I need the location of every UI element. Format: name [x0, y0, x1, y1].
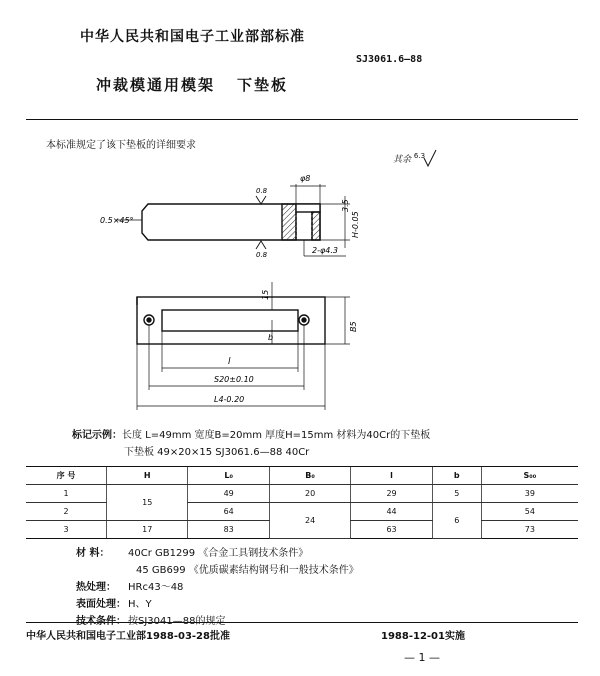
- material-value-2: 45 GB699 《优质碳素结构钢号和一般技术条件》: [136, 565, 359, 576]
- cell-l-small: 44: [351, 503, 432, 521]
- dim-l-label: L4-0.20: [214, 395, 245, 404]
- rough-top-label: 0.8: [256, 187, 268, 195]
- roughness-value: 6.3: [413, 152, 426, 160]
- th-s: S₀₀: [481, 467, 578, 485]
- th-no: 序 号: [26, 467, 107, 485]
- rough-bottom-label: 0.8: [256, 251, 268, 259]
- example-text-2: 下垫板 49×20×15 SJ3061.6—88 40Cr: [124, 447, 310, 458]
- cell-s: 39: [481, 485, 578, 503]
- dim-35-label: 3.5: [341, 199, 350, 212]
- th-b-small: b: [432, 467, 481, 485]
- cell-no: 2: [26, 503, 107, 521]
- note-material-1: [76, 545, 359, 562]
- th-h: H: [107, 467, 188, 485]
- intro-text: 本标准规定了该下垫板的详细要求: [46, 140, 196, 151]
- cell-h: 17: [107, 521, 188, 539]
- tech-label: 技术条件：: [76, 616, 126, 627]
- roughness-symbol-icon: [424, 150, 436, 166]
- surface-value: H、Y: [128, 599, 152, 610]
- table-row: [26, 485, 578, 503]
- hole-label: 2-φ4.3: [312, 246, 338, 255]
- page-number: — 1 —: [404, 651, 440, 664]
- approval-text: 中华人民共和国电子工业部1988-03-28批准: [26, 631, 230, 642]
- cell-l: 83: [188, 521, 269, 539]
- tech-value: 按SJ3041—88的规定: [128, 616, 226, 627]
- cell-b-small: 5: [432, 485, 481, 503]
- cell-s: 73: [481, 521, 578, 539]
- cell-l: 64: [188, 503, 269, 521]
- cell-b-small: 6: [432, 503, 481, 539]
- cell-b: 20: [269, 485, 350, 503]
- issuing-org: 中华人民共和国电子工业部部标准: [80, 29, 305, 45]
- dim-s-label: S20±0.10: [214, 375, 254, 384]
- dim-b-label: B5: [349, 321, 358, 332]
- heat-value: HRc43～48: [128, 582, 184, 593]
- note-heat: [76, 579, 359, 596]
- note-surface: [76, 596, 359, 613]
- dim-15-label: 15: [261, 289, 270, 300]
- title-main: 冲裁模通用模架: [96, 76, 216, 94]
- dim-b-small-label: b: [268, 333, 274, 342]
- cell-l-small: 63: [351, 521, 432, 539]
- surface-label: 表面处理：: [76, 599, 126, 610]
- standard-code: SJ3061.6—88: [356, 54, 423, 65]
- material-label: 材 料：: [76, 548, 110, 559]
- title-sub: 下垫板: [237, 76, 289, 94]
- dim-h-label: H-0.05: [351, 211, 360, 238]
- cell-l: 49: [188, 485, 269, 503]
- th-l: L₀: [188, 467, 269, 485]
- example-label: 标记示例: [72, 430, 112, 441]
- th-b: B₀: [269, 467, 350, 485]
- spec-table: [26, 466, 578, 539]
- cell-b: 24: [269, 503, 350, 539]
- effective-date: 1988-12-01实施: [381, 631, 465, 642]
- cell-no: 3: [26, 521, 107, 539]
- roughness-label: 其余: [393, 155, 412, 165]
- chamfer-label: 0.5×45°: [100, 216, 134, 225]
- example-line-1: 标记示例：长度 L=49mm 宽度B=20mm 厚度H=15mm 材料为40Cr的下垫板: [72, 430, 431, 441]
- side-view: [142, 204, 320, 240]
- cell-s: 54: [481, 503, 578, 521]
- table-header-row: [26, 467, 578, 485]
- technical-notes: [76, 545, 359, 630]
- material-value-1: 40Cr GB1299 《合金工具钢技术条件》: [128, 548, 309, 559]
- cell-l-small: 29: [351, 485, 432, 503]
- plan-view: [137, 297, 325, 344]
- marking-example: [72, 427, 430, 461]
- example-text-1: 长度 L=49mm 宽度B=20mm 厚度H=15mm 材料为40Cr的下垫板: [122, 430, 431, 441]
- dia8-label: φ8: [300, 174, 311, 183]
- cell-h: 15: [107, 485, 188, 521]
- footer-rule: [26, 622, 578, 623]
- th-l-small: l: [351, 467, 432, 485]
- heat-label: 热处理：: [76, 582, 116, 593]
- cell-no: 1: [26, 485, 107, 503]
- dim-l-small-label: l: [228, 357, 231, 367]
